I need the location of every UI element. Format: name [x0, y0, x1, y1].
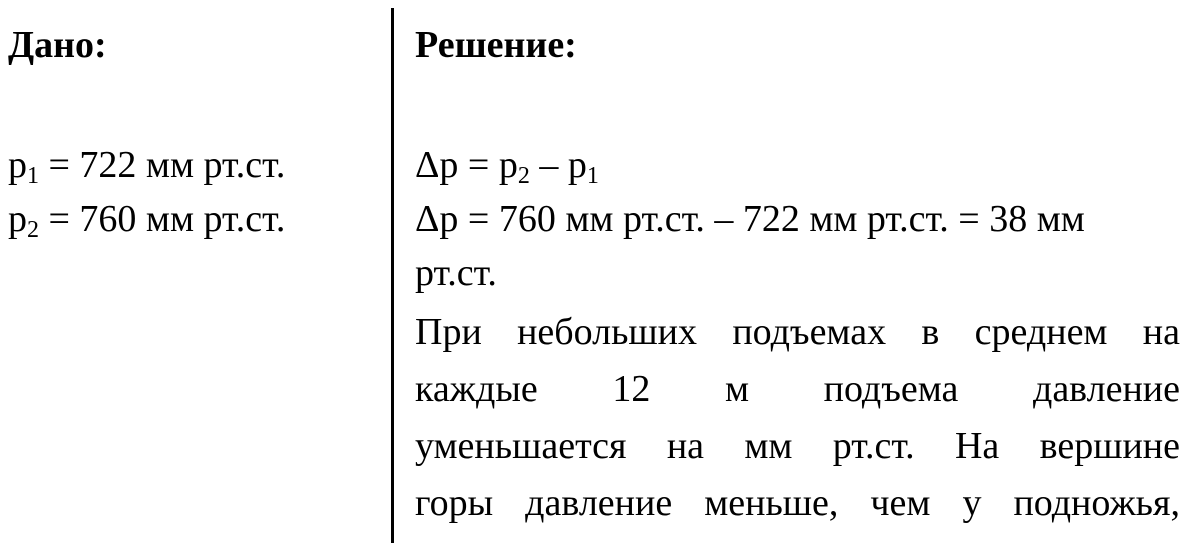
text-line-4: горы давление меньше, чем у подножья, — [415, 482, 1180, 524]
p2-subscript: 2 — [27, 217, 39, 243]
column-divider — [391, 8, 394, 543]
formula-sub-a: 2 — [517, 163, 530, 189]
p1-subscript: 1 — [27, 163, 39, 189]
text-line-1: При небольших подъемах в среднем на — [415, 311, 1180, 353]
formula-mid: – p — [529, 144, 587, 186]
text-line-2: каждые 12 м подъема давление — [415, 368, 1180, 410]
solution-formula — [415, 138, 599, 192]
calc-line-2: рт.ст. — [415, 252, 497, 294]
p2-symbol: p — [8, 198, 27, 240]
text-line-3: уменьшается на мм рт.ст. На вершине — [415, 425, 1180, 467]
p1-symbol: p — [8, 144, 27, 186]
solution-heading: Решение: — [415, 24, 577, 66]
formula-sub-b: 1 — [586, 163, 599, 189]
given-heading: Дано: — [8, 24, 107, 66]
p1-value: = 722 мм рт.ст. — [39, 144, 286, 186]
formula-lhs: Δp = p — [415, 144, 518, 186]
p2-value: = 760 мм рт.ст. — [39, 198, 286, 240]
given-p2 — [8, 192, 285, 246]
calc-line-1: Δp = 760 мм рт.ст. – 722 мм рт.ст. = 38 мм — [415, 198, 1085, 240]
given-p1 — [8, 138, 285, 192]
